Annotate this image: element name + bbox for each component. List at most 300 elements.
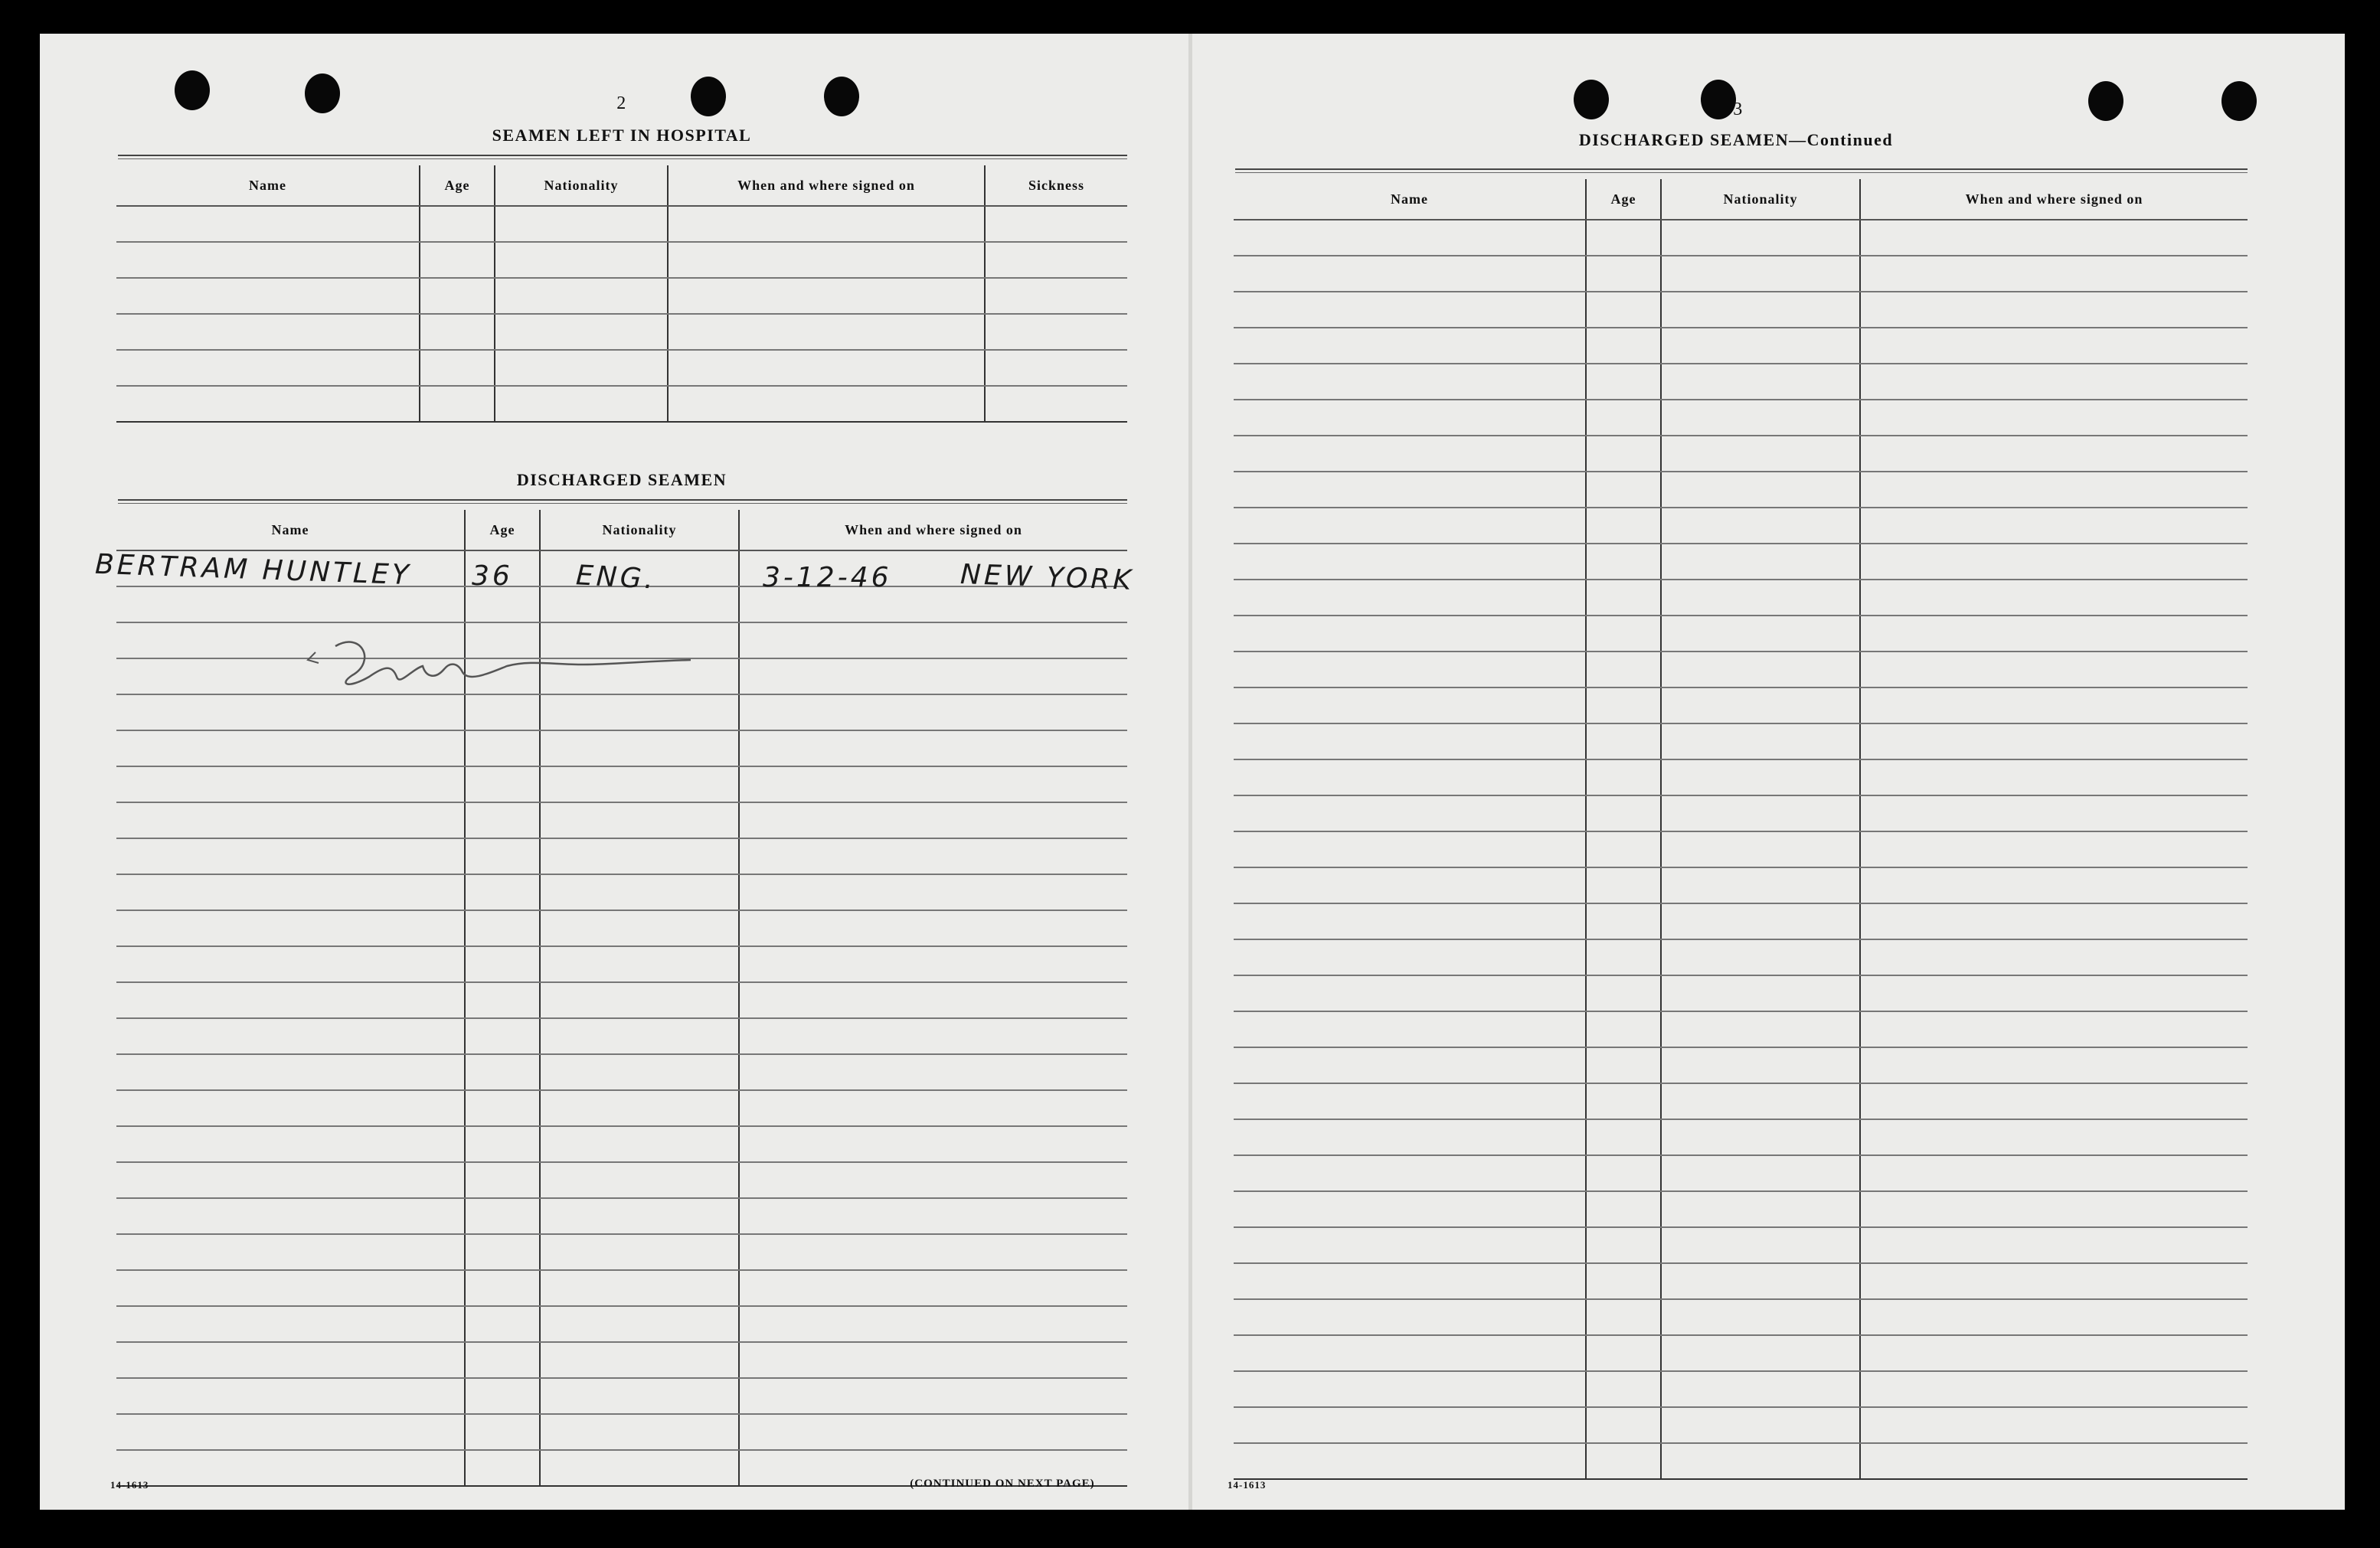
table-row: [1234, 472, 2248, 508]
table-cell: [739, 766, 1127, 802]
table-cell: [465, 1414, 540, 1450]
handwritten-signature: [262, 616, 706, 700]
table-cell: [985, 350, 1127, 386]
table-row: [1234, 1119, 2248, 1155]
table-row: [116, 1126, 1127, 1162]
table-cell: [540, 694, 739, 730]
table-cell: [1661, 831, 1860, 867]
table-cell: [739, 1198, 1127, 1234]
table-cell: [420, 242, 495, 278]
table-cell: [540, 1306, 739, 1342]
table-cell: [739, 1414, 1127, 1450]
table-cell: [985, 206, 1127, 242]
table-cell: [465, 1018, 540, 1054]
table-cell: [1586, 580, 1661, 616]
form-number: 14-1613: [110, 1479, 149, 1491]
table-cell: [1586, 400, 1661, 436]
table-cell: [1860, 1011, 2248, 1047]
table-cell: [116, 874, 465, 910]
table-cell: [1234, 975, 1586, 1011]
table-cell: [540, 838, 739, 874]
table-cell: [1234, 1047, 1586, 1083]
table-cell: [739, 1342, 1127, 1378]
table-row: [1234, 508, 2248, 544]
table-cell: [1234, 1119, 1586, 1155]
table-cell: [116, 982, 465, 1018]
table-row: [116, 1018, 1127, 1054]
table-cell: [116, 278, 420, 314]
table-cell: [1586, 508, 1661, 544]
table-row: [1234, 867, 2248, 903]
table-cell: [1661, 580, 1860, 616]
table-cell: [116, 1126, 465, 1162]
table-cell: [1586, 328, 1661, 364]
table-row: [1234, 220, 2248, 256]
table-cell: [465, 1162, 540, 1198]
table-top-rule: [1235, 168, 2248, 173]
table-row: [1234, 580, 2248, 616]
table-cell: [465, 1090, 540, 1126]
table-row: [1234, 939, 2248, 975]
table-cell: [1661, 687, 1860, 723]
table-cell: [1661, 939, 1860, 975]
table-row: [1234, 1047, 2248, 1083]
table-row: [116, 1378, 1127, 1414]
right-page: [1192, 34, 2345, 1510]
table-cell: [1661, 328, 1860, 364]
table-cell: [540, 1090, 739, 1126]
table-row: [1234, 328, 2248, 364]
table-cell: [495, 350, 668, 386]
table-cell: [985, 242, 1127, 278]
table-cell: [1860, 1263, 2248, 1299]
table-cell: [495, 242, 668, 278]
table-cell: [1586, 687, 1661, 723]
table-cell: [1661, 292, 1860, 328]
table-cell: [739, 694, 1127, 730]
table-cell: [420, 206, 495, 242]
table-cell: [1860, 400, 2248, 436]
table-cell: [116, 1414, 465, 1450]
column-header-signed-on: When and where signed on: [1860, 179, 2248, 220]
table-cell: [465, 1126, 540, 1162]
table-row: [116, 766, 1127, 802]
table-row: [1234, 795, 2248, 831]
table-row: [1234, 1191, 2248, 1227]
column-header-sickness: Sickness: [985, 165, 1127, 206]
table-cell: [1234, 508, 1586, 544]
column-header-signed-on: When and where signed on: [739, 510, 1127, 550]
table-cell: [1586, 975, 1661, 1011]
table-row: [116, 1198, 1127, 1234]
table-cell: [1860, 1047, 2248, 1083]
table-cell: [1661, 436, 1860, 472]
column-header-name: Name: [116, 165, 420, 206]
table-row: [1234, 256, 2248, 292]
table-cell: [1860, 328, 2248, 364]
table-cell: [1661, 616, 1860, 652]
table-cell: [1586, 364, 1661, 400]
table-cell: [540, 1126, 739, 1162]
table-row: [116, 314, 1127, 350]
table-cell: [1661, 544, 1860, 580]
table-row: [116, 1270, 1127, 1306]
table-cell: [739, 622, 1127, 658]
table-cell: [739, 838, 1127, 874]
table-cell: [1234, 939, 1586, 975]
table-cell: [465, 910, 540, 946]
table-row: [1234, 1407, 2248, 1443]
table-cell: [495, 314, 668, 350]
table-row: [1234, 975, 2248, 1011]
table-cell: [1661, 1191, 1860, 1227]
table-cell: [1234, 364, 1586, 400]
table-row: [1234, 1335, 2248, 1371]
table-cell: [116, 1162, 465, 1198]
table-cell: [1586, 1047, 1661, 1083]
table-cell: [1661, 903, 1860, 939]
table-row: [116, 1090, 1127, 1126]
table-cell: [116, 1198, 465, 1234]
table-cell: [540, 982, 739, 1018]
table-cell: [1661, 508, 1860, 544]
table-cell: [1586, 1443, 1661, 1479]
table-cell: [465, 1054, 540, 1090]
table-row: [1234, 759, 2248, 795]
table-cell: [116, 766, 465, 802]
handwritten-place: NEW YORK: [960, 559, 1135, 596]
table-cell: [985, 386, 1127, 422]
table-row: [1234, 903, 2248, 939]
table-cell: [1234, 580, 1586, 616]
table-cell: [465, 1342, 540, 1378]
table-cell: [465, 1198, 540, 1234]
table-cell: [739, 1270, 1127, 1306]
table-row: [1234, 1227, 2248, 1263]
table-cell: [116, 206, 420, 242]
table-row: [1234, 1299, 2248, 1335]
table-cell: [985, 278, 1127, 314]
table-cell: [739, 730, 1127, 766]
binder-hole: [2221, 81, 2257, 121]
table-cell: [116, 1378, 465, 1414]
table-cell: [1234, 1227, 1586, 1263]
table-cell: [465, 766, 540, 802]
table-cell: [540, 1270, 739, 1306]
table-cell: [116, 802, 465, 838]
binder-hole: [175, 70, 210, 110]
table-row: [116, 1162, 1127, 1198]
column-header-age: Age: [465, 510, 540, 550]
table-cell: [495, 386, 668, 422]
table-cell: [1586, 652, 1661, 687]
table-row: [1234, 1443, 2248, 1479]
table-row: [116, 946, 1127, 982]
table-cell: [1860, 256, 2248, 292]
table-cell: [1860, 508, 2248, 544]
table-row: [1234, 400, 2248, 436]
table-cell: [116, 314, 420, 350]
table-cell: [1234, 687, 1586, 723]
table-row: [1234, 652, 2248, 687]
table-cell: [1860, 903, 2248, 939]
table-cell: [1860, 795, 2248, 831]
hospital-section-title: SEAMEN LEFT IN HOSPITAL: [492, 126, 752, 145]
table-cell: [116, 350, 420, 386]
table-cell: [420, 386, 495, 422]
table-cell: [116, 694, 465, 730]
table-cell: [1860, 1371, 2248, 1407]
table-cell: [116, 946, 465, 982]
table-cell: [1661, 1227, 1860, 1263]
binder-hole: [824, 77, 859, 116]
table-cell: [465, 694, 540, 730]
binder-hole: [2088, 81, 2123, 121]
table-row: [1234, 364, 2248, 400]
table-cell: [1860, 544, 2248, 580]
table-row: [116, 802, 1127, 838]
table-cell: [540, 1198, 739, 1234]
table-cell: [116, 1450, 465, 1486]
table-cell: [1661, 1371, 1860, 1407]
table-cell: [1661, 220, 1860, 256]
table-row: [116, 1342, 1127, 1378]
table-cell: [1860, 292, 2248, 328]
table-cell: [1586, 436, 1661, 472]
table-cell: [1586, 759, 1661, 795]
table-cell: [1860, 723, 2248, 759]
table-cell: [1234, 723, 1586, 759]
table-cell: [1586, 1371, 1661, 1407]
table-cell: [1586, 1011, 1661, 1047]
table-cell: [1586, 1263, 1661, 1299]
table-cell: [1234, 292, 1586, 328]
table-cell: [465, 1270, 540, 1306]
table-row: [1234, 687, 2248, 723]
table-cell: [1661, 1119, 1860, 1155]
table-cell: [1586, 1227, 1661, 1263]
discharged-continued-table: [1234, 179, 2248, 1480]
table-cell: [1860, 652, 2248, 687]
table-cell: [985, 314, 1127, 350]
table-cell: [465, 802, 540, 838]
table-cell: [1860, 616, 2248, 652]
table-cell: [1661, 1011, 1860, 1047]
table-cell: [1586, 1119, 1661, 1155]
table-cell: [1234, 1299, 1586, 1335]
table-cell: [1234, 1011, 1586, 1047]
left-page: [40, 34, 1188, 1510]
table-cell: [1661, 1407, 1860, 1443]
table-cell: [465, 946, 540, 982]
hospital-table: [116, 165, 1127, 423]
table-cell: [1860, 1335, 2248, 1371]
table-cell: [1586, 939, 1661, 975]
table-cell: [1586, 544, 1661, 580]
table-cell: [668, 278, 985, 314]
table-cell: [1234, 436, 1586, 472]
table-cell: [420, 350, 495, 386]
table-row: [116, 278, 1127, 314]
table-cell: [1234, 220, 1586, 256]
handwritten-nationality: ENG.: [574, 560, 658, 596]
handwritten-date: 3-12-46: [763, 562, 892, 593]
table-row: [116, 694, 1127, 730]
table-cell: [116, 1018, 465, 1054]
table-cell: [1234, 328, 1586, 364]
table-cell: [1234, 616, 1586, 652]
table-cell: [1586, 1191, 1661, 1227]
table-cell: [1860, 580, 2248, 616]
table-row: [1234, 723, 2248, 759]
table-row: [1234, 616, 2248, 652]
table-row: [1234, 1155, 2248, 1191]
discharged-continued-title: DISCHARGED SEAMEN—Continued: [1578, 130, 1894, 149]
table-cell: [739, 874, 1127, 910]
table-row: [116, 730, 1127, 766]
table-top-rule: [118, 155, 1127, 159]
column-header-nationality: Nationality: [1661, 179, 1860, 220]
table-cell: [739, 946, 1127, 982]
table-row: [116, 982, 1127, 1018]
table-row: [116, 386, 1127, 422]
table-cell: [465, 1306, 540, 1342]
table-cell: [540, 1342, 739, 1378]
table-row: [1234, 292, 2248, 328]
table-cell: [116, 730, 465, 766]
table-cell: [1661, 472, 1860, 508]
table-row: [1234, 1083, 2248, 1119]
table-cell: [1586, 1083, 1661, 1119]
table-cell: [739, 658, 1127, 694]
table-cell: [540, 1378, 739, 1414]
column-header-age: Age: [1586, 179, 1661, 220]
table-cell: [495, 206, 668, 242]
table-cell: [540, 1054, 739, 1090]
table-cell: [1661, 1083, 1860, 1119]
table-cell: [1234, 472, 1586, 508]
column-header-name: Name: [1234, 179, 1586, 220]
table-cell: [116, 910, 465, 946]
table-cell: [1860, 867, 2248, 903]
table-cell: [1860, 1155, 2248, 1191]
table-cell: [465, 982, 540, 1018]
table-cell: [1661, 400, 1860, 436]
table-cell: [739, 1162, 1127, 1198]
table-row: [116, 910, 1127, 946]
table-row: [116, 1414, 1127, 1450]
table-row: [1234, 1011, 2248, 1047]
table-cell: [739, 1090, 1127, 1126]
table-row: [116, 242, 1127, 278]
table-cell: [1234, 1083, 1586, 1119]
table-cell: [1586, 292, 1661, 328]
table-cell: [1234, 256, 1586, 292]
table-cell: [1661, 867, 1860, 903]
table-cell: [1586, 256, 1661, 292]
table-row: [1234, 436, 2248, 472]
table-cell: [668, 206, 985, 242]
form-number: 14-1613: [1228, 1479, 1267, 1491]
table-cell: [1661, 723, 1860, 759]
table-row: [1234, 831, 2248, 867]
table-cell: [1860, 1191, 2248, 1227]
table-cell: [1860, 1083, 2248, 1119]
table-cell: [116, 1054, 465, 1090]
table-cell: [1860, 364, 2248, 400]
column-header-nationality: Nationality: [540, 510, 739, 550]
table-cell: [465, 874, 540, 910]
table-cell: [1661, 256, 1860, 292]
table-cell: [116, 1270, 465, 1306]
table-row: [116, 1234, 1127, 1270]
table-cell: [116, 1234, 465, 1270]
table-cell: [540, 1018, 739, 1054]
table-cell: [116, 386, 420, 422]
table-cell: [1586, 1407, 1661, 1443]
table-cell: [420, 278, 495, 314]
table-cell: [1586, 903, 1661, 939]
table-row: [116, 350, 1127, 386]
table-cell: [1860, 1227, 2248, 1263]
table-cell: [1586, 1155, 1661, 1191]
table-cell: [116, 838, 465, 874]
table-cell: [1860, 759, 2248, 795]
table-cell: [1661, 1263, 1860, 1299]
table-cell: [540, 1450, 739, 1486]
table-cell: [540, 1234, 739, 1270]
handwritten-age: 36: [472, 560, 513, 592]
table-cell: [1234, 1263, 1586, 1299]
table-cell: [1234, 759, 1586, 795]
table-cell: [1586, 616, 1661, 652]
table-cell: [1860, 687, 2248, 723]
table-cell: [495, 278, 668, 314]
table-cell: [540, 1162, 739, 1198]
table-cell: [1661, 975, 1860, 1011]
table-cell: [668, 386, 985, 422]
table-cell: [1661, 1335, 1860, 1371]
table-cell: [540, 874, 739, 910]
table-cell: [116, 1306, 465, 1342]
table-cell: [1860, 1443, 2248, 1479]
table-cell: [739, 1234, 1127, 1270]
table-cell: [1234, 795, 1586, 831]
continued-note: (CONTINUED ON NEXT PAGE): [910, 1478, 1095, 1490]
table-row: [116, 1306, 1127, 1342]
table-row: [116, 874, 1127, 910]
table-cell: [1234, 1443, 1586, 1479]
table-row: [1234, 1263, 2248, 1299]
table-cell: [739, 802, 1127, 838]
table-row: [116, 838, 1127, 874]
table-cell: [1234, 1155, 1586, 1191]
table-cell: [540, 730, 739, 766]
column-header-nationality: Nationality: [495, 165, 668, 206]
table-cell: [1586, 795, 1661, 831]
table-cell: [1860, 220, 2248, 256]
table-cell: [1661, 652, 1860, 687]
table-cell: [465, 838, 540, 874]
table-cell: [1860, 939, 2248, 975]
binder-hole: [1574, 80, 1609, 119]
table-cell: [739, 1306, 1127, 1342]
table-cell: [1234, 1371, 1586, 1407]
table-cell: [739, 910, 1127, 946]
table-cell: [1586, 1299, 1661, 1335]
table-cell: [668, 314, 985, 350]
table-cell: [1234, 1335, 1586, 1371]
